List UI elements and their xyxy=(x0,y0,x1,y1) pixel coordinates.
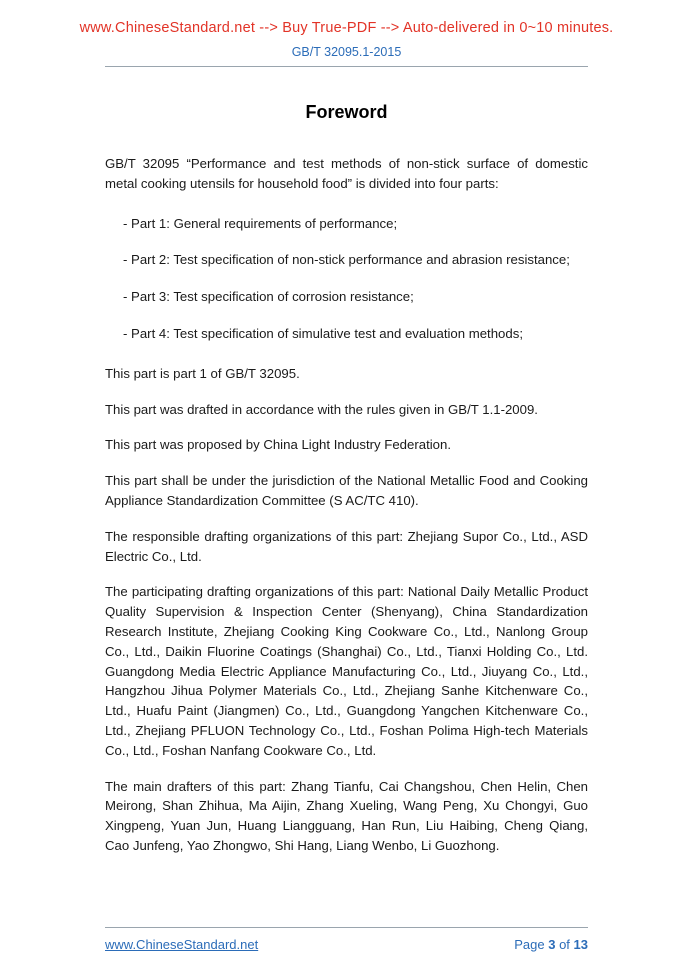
body-paragraph: The main drafters of this part: Zhang Tianfu, Cai Changshou, Chen Helin, Chen Meirong, Shan Zhihua, Ma Aijin, Zhang Xueling, Wang Peng, Xu Chongyi, Guo Xingpeng, Yuan Jun, Huang Liangguang, Han Run, Liu Haibing, Cheng Qiang, Cao Junfeng, Yao Zhongwo, Shi Hang, Liang Wenbo, Li Guozhong. xyxy=(105,778,588,853)
body-paragraph: This part was proposed by China Light Industry Federation. xyxy=(105,437,451,453)
header-divider xyxy=(105,66,588,67)
page-word: Page xyxy=(514,937,545,952)
document-body xyxy=(105,99,588,856)
body-paragraph: This part is part 1 of GB/T 32095. xyxy=(105,365,300,381)
page-footer xyxy=(105,927,588,952)
buy-pdf-notice: www.ChineseStandard.net --> Buy True-PDF --> Auto-delivered in 0~10 minutes. xyxy=(79,20,614,36)
page-header xyxy=(0,0,693,67)
page-indicator xyxy=(514,937,588,952)
of-word: of xyxy=(559,937,570,952)
total-page-number: 13 xyxy=(573,937,588,952)
body-paragraph: This part was drafted in accordance with the rules given in GB/T 1.1-2009. xyxy=(105,401,538,417)
intro-paragraph: GB/T 32095 “Performance and test methods of non-stick surface of domestic metal cooking utensils for household food” is divided into four parts: xyxy=(105,156,588,191)
part-list-item: - Part 4: Test specification of simulative test and evaluation methods; xyxy=(123,325,523,341)
footer-divider xyxy=(105,927,588,928)
page-title: Foreword xyxy=(305,102,388,122)
part-list-item: - Part 1: General requirements of performance; xyxy=(123,215,398,231)
part-list-item: - Part 3: Test specification of corrosion resistance; xyxy=(123,289,414,305)
part-list-item: - Part 2: Test specification of non-stick performance and abrasion resistance; xyxy=(123,252,570,268)
current-page-number: 3 xyxy=(548,937,556,952)
standard-code: GB/T 32095.1-2015 xyxy=(291,45,402,59)
footer-site-link[interactable]: www.ChineseStandard.net xyxy=(105,937,259,952)
parts-list xyxy=(105,214,588,344)
body-paragraph: The responsible drafting organizations of this part: Zhejiang Supor Co., Ltd., ASD Electric Co., Ltd. xyxy=(105,528,588,564)
body-paragraph: The participating drafting organizations of this part: National Daily Metallic Product Quality Supervision & Inspection Center (Shenyang), China Standardization Research Institute, Zhejiang Cooking King Cookware Co., Ltd., Nanlong Group Co., Ltd., Daikin Fluorine Coatings (Shanghai) Co., Ltd., Tianxi Holding Co., Ltd. Guangdong Media Electric Appliance Manufacturing Co., Ltd., Jiuyang Co., Ltd., Hangzhou Jihua Polymer Materials Co., Ltd., Zhejiang Sanhe Kitchenware Co., Ltd., Huafu Paint (Jiangmen) Co., Ltd., Guangdong Yangchen Kitchenware Co., Ltd., Zhejiang PFLUON Technology Co., Ltd., Foshan Polima High-tech Materials Co., Ltd., Foshan Nanfang Cookware Co., Ltd. xyxy=(105,584,588,758)
body-paragraph: This part shall be under the jurisdiction of the National Metallic Food and Cooking Appliance Standardization Committee (S AC/TC 410). xyxy=(105,473,588,508)
